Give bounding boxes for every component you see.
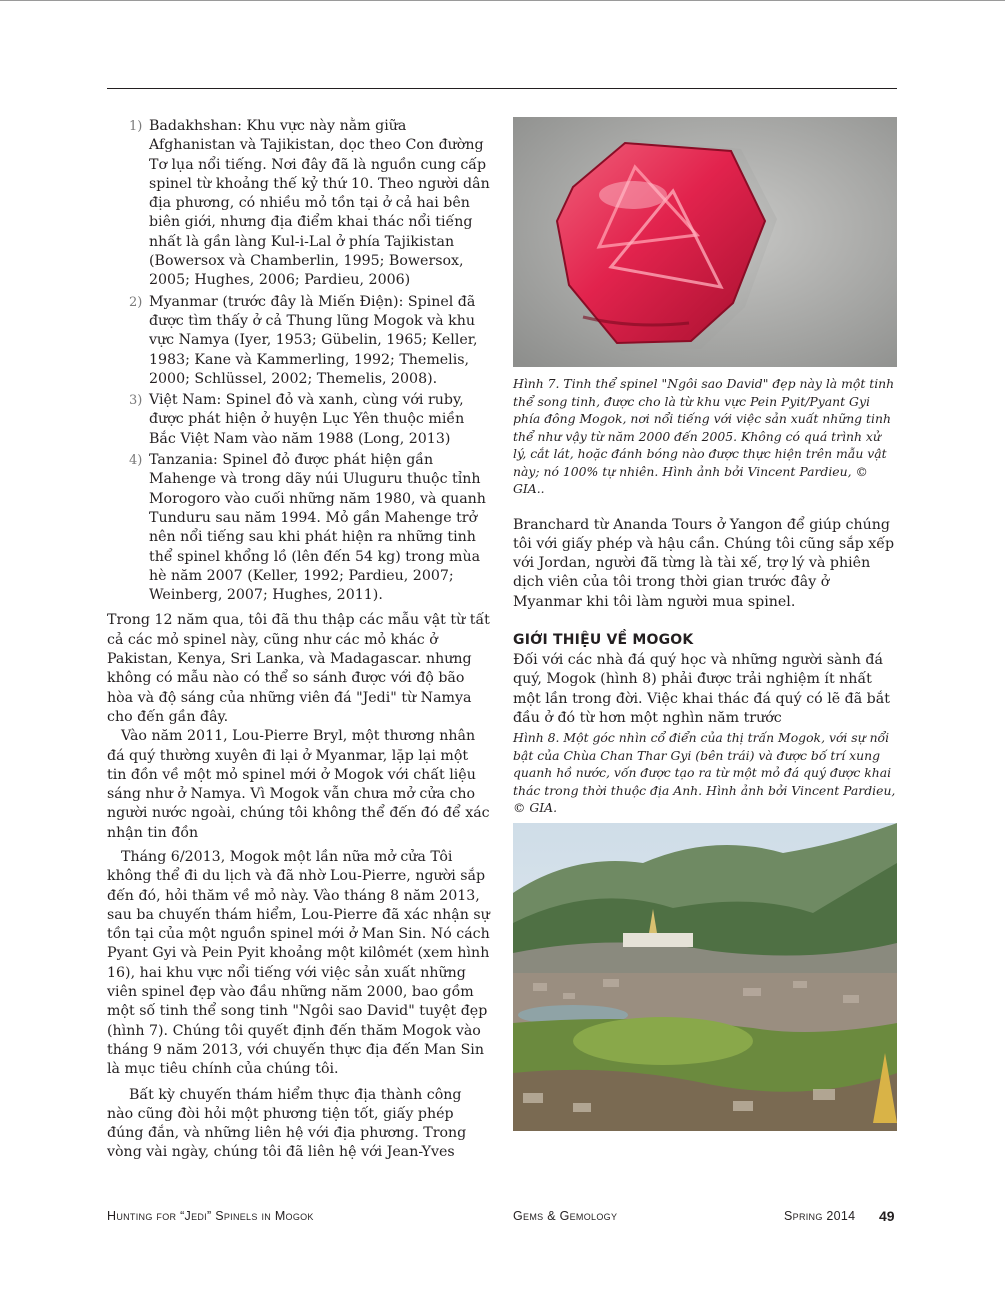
list-item bbox=[107, 293, 490, 389]
list-text: Việt Nam: Spinel đỏ và xanh, cùng với ruby, được phát hiện ở huyện Lục Yên thuộc miền Bắc Việt Nam vào năm 1988 (Long, 2013) bbox=[149, 392, 465, 447]
body-paragraph: Trong 12 năm qua, tôi đã thu thập các mẫu vật từ tất cả các mỏ spinel này, cũng như các mỏ khác ở Pakistan, Kenya, Sri Lanka, và Madagascar. nhưng không có mẫu nào có thể so sánh được với độ bão hòa và độ sáng của những viên đá "Jedi" từ Namya cho đến gần đây. bbox=[107, 612, 490, 725]
list-number: 4) bbox=[129, 453, 143, 469]
body-paragraph: Branchard từ Ananda Tours ở Yangon để giúp chúng tôi với giấy phép và hậu cần. Chúng tôi cũng sắp xếp với Jordan, người đã từng là tài xế, trợ lý và phiên dịch viên của tôi trong thời gian trước đây ở Myanmar khi tôi làm người mua spinel. bbox=[513, 516, 895, 610]
header-rule bbox=[107, 88, 897, 89]
spinel-crystal-photo bbox=[513, 117, 897, 367]
figure-8-caption: Hình 8. Một góc nhìn cổ điển của thị trấn Mogok, với sự nổi bật của Chùa Chan Thar Gyi (bên trái) và được bố trí xung quanh hồ nước, vốn được tạo ra từ một mỏ đá quý được khai thác trong thời thuộc địa Anh. Hình ảnh bởi Vincent Pardieu, © GIA. bbox=[513, 730, 896, 816]
list-text: Myanmar (trước đây là Miến Điện): Spinel đã được tìm thấy ở cả Thung lũng Mogok và khu vực Namya (Iyer, 1953; Gübelin, 1965; Keller, 1983; Kane và Kammerling, 1992; Themelis, 2000; Schlüssel, 2002; Themelis, 2008). bbox=[149, 293, 478, 387]
list-number: 2) bbox=[129, 294, 143, 310]
list-text: Tanzania: Spinel đỏ được phát hiện gần Mahenge và trong dãy núi Uluguru thuộc tỉnh Morogoro vào cuối những năm 1980, và quanh Tunduru sau năm 1994. Mỏ gần Mahenge trở nên nổi tiếng sau khi phát hiện ra những tinh thể spinel khổng lồ (lên đến 54 kg) trong mùa hè năm 2007 (Keller, 1992; Pardieu, 2007; Weinberg, 2007; Hughes, 2011). bbox=[149, 452, 486, 604]
left-column bbox=[107, 117, 490, 1163]
figure-7-caption: Hình 7. Tinh thể spinel "Ngôi sao David" đẹp này là một tinh thể song tinh, được cho là từ khu vực Pein Pyit/Pyant Gyi phía đông Mogok, nơi nổi tiếng với việc sản xuất những tinh thể như vậy từ năm 2000 đến 2005. Không có quá trình xử lý, cắt lát, hoặc đánh bóng nào được thực hiện trên mẫu vật này; nó 100% tự nhiên. Hình ảnh bởi Vincent Pardieu, © GIA.. bbox=[513, 376, 895, 496]
list-number: 3) bbox=[129, 393, 143, 409]
page-number: 49 bbox=[879, 1208, 895, 1224]
list-number: 1) bbox=[129, 119, 143, 134]
list-item bbox=[107, 451, 490, 605]
body-paragraph: Đối với các nhà đá quý học và những người sành đá quý, Mogok (hình 8) phải được trải nghiệm ít nhất một lần trong đời. Việc khai thác đá quý có lẽ đã bắt đầu ở đó từ hơn một nghìn năm trước bbox=[513, 651, 890, 726]
top-border bbox=[0, 0, 1005, 1]
list-item bbox=[107, 117, 490, 291]
body-paragraph: Vào năm 2011, Lou-Pierre Bryl, một thương nhân đá quý thường xuyên đi lại ở Myanmar, lặp lại một tin đồn về một mỏ spinel mới ở Mogok với chất liệu sáng như ở Namya. Vì Mogok vẫn chưa mở cửa cho người nước ngoài, chúng tôi không thể đến đó để xác nhận tin đồn bbox=[107, 728, 490, 841]
mogok-town-photo bbox=[513, 823, 897, 1131]
body-paragraph: Tháng 6/2013, Mogok một lần nữa mở cửa Tôi không thể đi du lịch và đã nhờ Lou-Pierre, người sắp đến đó, hỏi thăm về mỏ này. Vào tháng 8 năm 2013, sau ba chuyến thám hiểm, Lou-Pierre đã xác nhận sự tồn tại của một nguồn spinel mới ở Man Sin. Nó cách Pyant Gyi và Pein Pyit khoảng một kilômét (xem hình 16), hai khu vực nổi tiếng với việc sản xuất những viên spinel đẹp vào đầu những năm 2000, bao gồm một số tinh thể song tinh "Ngôi sao David" tuyệt đẹp (hình 7). Chúng tôi quyết định đến thăm Mogok vào tháng 9 năm 2013, với chuyến thực địa đến Man Sin là mục tiêu chính của chúng tôi. bbox=[107, 848, 490, 1078]
body-paragraph: Bất kỳ chuyến thám hiểm thực địa thành công nào cũng đòi hỏi một phương tiện tốt, giấy phép đúng đắn, và những liên hệ với địa phương. Trong vòng vài ngày, chúng tôi đã liên hệ với Jean-Yves bbox=[107, 1086, 467, 1161]
right-column bbox=[513, 117, 897, 1131]
spinel-source-list bbox=[107, 117, 490, 605]
list-text: Badakhshan: Khu vực này nằm giữa Afghanistan và Tajikistan, dọc theo Con đường Tơ lụa nổi tiếng. Nơi đây đã là nguồn cung cấp spinel từ khoảng thế kỷ thứ 10. Theo người dân địa phương, có nhiều mỏ tồn tại ở cả hai bên biên giới, nhưng địa điểm khai thác nổi tiếng nhất là gần làng Kul-i-Lal ở phía Tajikistan (Bowersox và Chamberlin, 1995; Bowersox, 2005; Hughes, 2006; Pardieu, 2006) bbox=[149, 118, 490, 289]
section-heading: GIỚI THIỆU VỀ MOGOK bbox=[513, 631, 694, 648]
journal-name: Gems & Gemology bbox=[513, 1209, 618, 1223]
issue-season: Spring 2014 bbox=[784, 1209, 856, 1223]
running-footer-title: Hunting for “Jedi” Spinels in Mogok bbox=[107, 1209, 314, 1223]
list-item bbox=[107, 391, 490, 449]
